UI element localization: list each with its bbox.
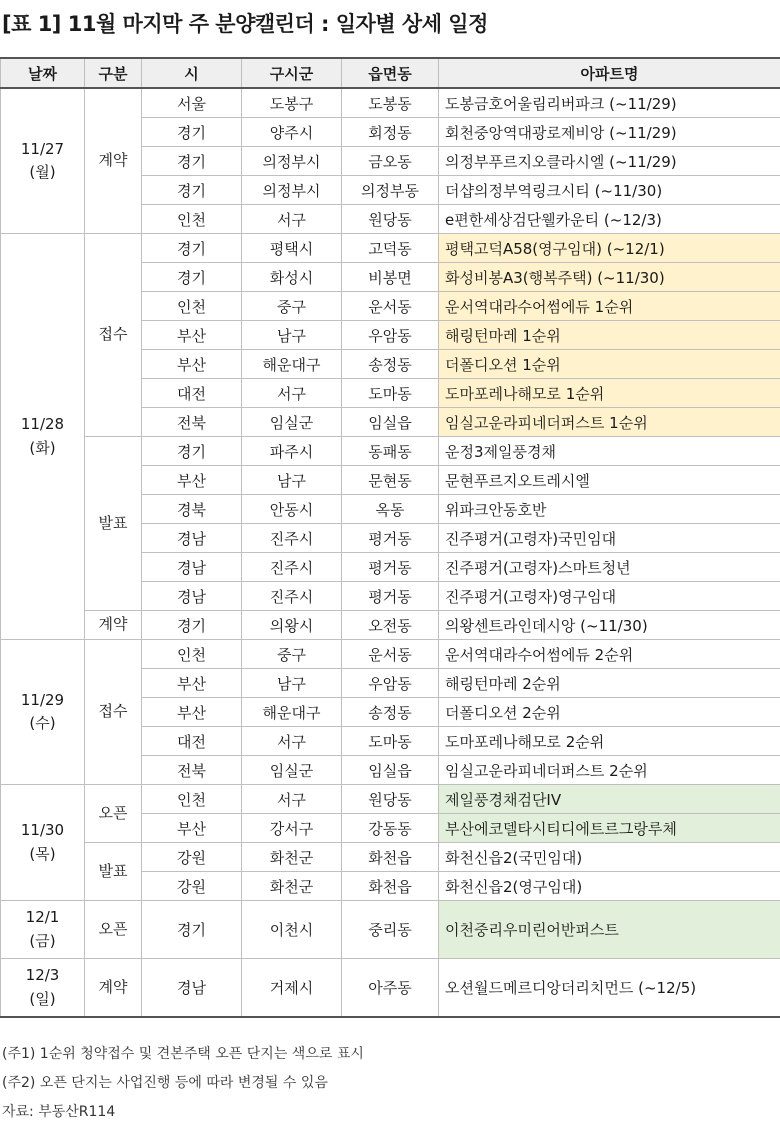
district-cell: 이천시 (242, 901, 342, 959)
town-cell: 도마동 (342, 379, 439, 408)
table-row (1, 959, 780, 1018)
town-cell: 평거동 (342, 582, 439, 611)
apartment-cell: 화천신읍2(국민임대) (439, 843, 780, 872)
footnotes (2, 1040, 364, 1127)
town-cell: 동패동 (342, 437, 439, 466)
district-cell: 중구 (242, 292, 342, 321)
date-cell: 12/3 (일) (1, 959, 85, 1018)
town-cell: 도봉동 (342, 88, 439, 118)
apartment-cell: 이천중리우미린어반퍼스트 (439, 901, 780, 959)
city-cell: 인천 (142, 205, 242, 234)
district-cell: 해운대구 (242, 698, 342, 727)
apartment-cell: 의정부푸르지오클라시엘 (~11/29) (439, 147, 780, 176)
town-cell: 운서동 (342, 640, 439, 669)
town-cell: 중리동 (342, 901, 439, 959)
district-cell: 화천군 (242, 843, 342, 872)
apartment-cell: 더샵의정부역링크시티 (~11/30) (439, 176, 780, 205)
town-cell: 원당동 (342, 205, 439, 234)
apartment-cell: 운서역대라수어썸에듀 2순위 (439, 640, 780, 669)
city-cell: 서울 (142, 88, 242, 118)
header-category: 구분 (85, 58, 142, 88)
apartment-cell: 운정3제일풍경채 (439, 437, 780, 466)
apartment-cell: 부산에코델타시티디에트르그랑루체 (439, 814, 780, 843)
apartment-cell: 위파크안동호반 (439, 495, 780, 524)
header-city: 시 (142, 58, 242, 88)
apartment-cell: 더폴디오션 2순위 (439, 698, 780, 727)
city-cell: 경기 (142, 437, 242, 466)
category-cell: 발표 (85, 437, 142, 611)
district-cell: 남구 (242, 669, 342, 698)
town-cell: 평거동 (342, 524, 439, 553)
apartment-cell: 해링턴마레 1순위 (439, 321, 780, 350)
category-cell: 계약 (85, 611, 142, 640)
apartment-cell: 진주평거(고령자)국민임대 (439, 524, 780, 553)
date-cell: 11/27 (월) (1, 88, 85, 234)
city-cell: 경남 (142, 959, 242, 1018)
district-cell: 임실군 (242, 408, 342, 437)
town-cell: 임실읍 (342, 408, 439, 437)
city-cell: 부산 (142, 466, 242, 495)
apartment-cell: 도봉금호어울림리버파크 (~11/29) (439, 88, 780, 118)
header-row (1, 58, 780, 88)
table-row (1, 611, 780, 640)
district-cell: 평택시 (242, 234, 342, 263)
district-cell: 거제시 (242, 959, 342, 1018)
district-cell: 서구 (242, 379, 342, 408)
apartment-cell: 임실고운라피네더퍼스트 2순위 (439, 756, 780, 785)
table-row (1, 901, 780, 959)
district-cell: 남구 (242, 321, 342, 350)
town-cell: 오전동 (342, 611, 439, 640)
town-cell: 강동동 (342, 814, 439, 843)
date-cell: 12/1 (금) (1, 901, 85, 959)
town-cell: 비봉면 (342, 263, 439, 292)
town-cell: 금오동 (342, 147, 439, 176)
table-row (1, 88, 780, 118)
category-cell: 계약 (85, 88, 142, 234)
source-note: 자료: 부동산R114 (2, 1098, 364, 1127)
district-cell: 해운대구 (242, 350, 342, 379)
city-cell: 경기 (142, 176, 242, 205)
district-cell: 서구 (242, 727, 342, 756)
city-cell: 강원 (142, 843, 242, 872)
apartment-cell: 제일풍경채검단IV (439, 785, 780, 814)
category-cell: 발표 (85, 843, 142, 901)
district-cell: 중구 (242, 640, 342, 669)
apartment-cell: 의왕센트라인데시앙 (~11/30) (439, 611, 780, 640)
city-cell: 경북 (142, 495, 242, 524)
city-cell: 부산 (142, 350, 242, 379)
apartment-cell: 도마포레나해모로 2순위 (439, 727, 780, 756)
town-cell: 송정동 (342, 350, 439, 379)
district-cell: 진주시 (242, 582, 342, 611)
table-row (1, 437, 780, 466)
district-cell: 화천군 (242, 872, 342, 901)
town-cell: 임실읍 (342, 756, 439, 785)
city-cell: 경남 (142, 582, 242, 611)
apartment-cell: 진주평거(고령자)스마트청년 (439, 553, 780, 582)
district-cell: 남구 (242, 466, 342, 495)
city-cell: 인천 (142, 785, 242, 814)
city-cell: 부산 (142, 698, 242, 727)
district-cell: 도봉구 (242, 88, 342, 118)
town-cell: 고덕동 (342, 234, 439, 263)
header-town: 읍면동 (342, 58, 439, 88)
footnote-2: (주2) 오픈 단지는 사업진행 등에 따라 변경될 수 있음 (2, 1069, 364, 1098)
city-cell: 경남 (142, 524, 242, 553)
town-cell: 송정동 (342, 698, 439, 727)
town-cell: 평거동 (342, 553, 439, 582)
apartment-cell: 도마포레나해모로 1순위 (439, 379, 780, 408)
town-cell: 원당동 (342, 785, 439, 814)
date-cell: 11/30 (목) (1, 785, 85, 901)
town-cell: 운서동 (342, 292, 439, 321)
city-cell: 인천 (142, 292, 242, 321)
apartment-cell: 운서역대라수어썸에듀 1순위 (439, 292, 780, 321)
date-cell: 11/29 (수) (1, 640, 85, 785)
district-cell: 양주시 (242, 118, 342, 147)
city-cell: 경기 (142, 611, 242, 640)
category-cell: 오픈 (85, 785, 142, 843)
apartment-cell: 오션월드메르디앙더리치먼드 (~12/5) (439, 959, 780, 1018)
city-cell: 경기 (142, 263, 242, 292)
apartment-cell: 평택고덕A58(영구임대) (~12/1) (439, 234, 780, 263)
category-cell: 오픈 (85, 901, 142, 959)
city-cell: 경기 (142, 234, 242, 263)
district-cell: 서구 (242, 785, 342, 814)
city-cell: 강원 (142, 872, 242, 901)
district-cell: 강서구 (242, 814, 342, 843)
district-cell: 서구 (242, 205, 342, 234)
district-cell: 진주시 (242, 553, 342, 582)
city-cell: 대전 (142, 379, 242, 408)
city-cell: 전북 (142, 408, 242, 437)
table-title: [표 1] 11월 마지막 주 분양캘린더 : 일자별 상세 일정 (2, 8, 488, 38)
city-cell: 부산 (142, 669, 242, 698)
district-cell: 안동시 (242, 495, 342, 524)
town-cell: 우암동 (342, 669, 439, 698)
apartment-cell: 더폴디오션 1순위 (439, 350, 780, 379)
town-cell: 문현동 (342, 466, 439, 495)
town-cell: 회정동 (342, 118, 439, 147)
town-cell: 화천읍 (342, 872, 439, 901)
apartment-cell: 해링턴마레 2순위 (439, 669, 780, 698)
header-district: 구시군 (242, 58, 342, 88)
town-cell: 우암동 (342, 321, 439, 350)
city-cell: 전북 (142, 756, 242, 785)
apartment-cell: 진주평거(고령자)영구임대 (439, 582, 780, 611)
table-row (1, 640, 780, 669)
city-cell: 경기 (142, 118, 242, 147)
town-cell: 아주동 (342, 959, 439, 1018)
city-cell: 경기 (142, 147, 242, 176)
category-cell: 접수 (85, 640, 142, 785)
town-cell: 의정부동 (342, 176, 439, 205)
apartment-cell: e편한세상검단웰카운티 (~12/3) (439, 205, 780, 234)
table-row (1, 234, 780, 263)
header-date: 날짜 (1, 58, 85, 88)
footnote-1: (주1) 1순위 청약접수 및 견본주택 오픈 단지는 색으로 표시 (2, 1040, 364, 1069)
city-cell: 경기 (142, 901, 242, 959)
town-cell: 화천읍 (342, 843, 439, 872)
city-cell: 부산 (142, 814, 242, 843)
city-cell: 부산 (142, 321, 242, 350)
town-cell: 옥동 (342, 495, 439, 524)
district-cell: 임실군 (242, 756, 342, 785)
apartment-cell: 문현푸르지오트레시엘 (439, 466, 780, 495)
district-cell: 의왕시 (242, 611, 342, 640)
city-cell: 인천 (142, 640, 242, 669)
table-row (1, 785, 780, 814)
table-body (1, 88, 780, 1017)
category-cell: 접수 (85, 234, 142, 437)
apartment-cell: 화천신읍2(영구임대) (439, 872, 780, 901)
city-cell: 경남 (142, 553, 242, 582)
apartment-cell: 화성비봉A3(행복주택) (~11/30) (439, 263, 780, 292)
district-cell: 의정부시 (242, 147, 342, 176)
district-cell: 진주시 (242, 524, 342, 553)
schedule-table (0, 57, 780, 1018)
date-cell: 11/28 (화) (1, 234, 85, 640)
apartment-cell: 회천중앙역대광로제비앙 (~11/29) (439, 118, 780, 147)
district-cell: 화성시 (242, 263, 342, 292)
district-cell: 파주시 (242, 437, 342, 466)
town-cell: 도마동 (342, 727, 439, 756)
district-cell: 의정부시 (242, 176, 342, 205)
apartment-cell: 임실고운라피네더퍼스트 1순위 (439, 408, 780, 437)
header-apartment: 아파트명 (439, 58, 780, 88)
table-row (1, 843, 780, 872)
city-cell: 대전 (142, 727, 242, 756)
category-cell: 계약 (85, 959, 142, 1018)
